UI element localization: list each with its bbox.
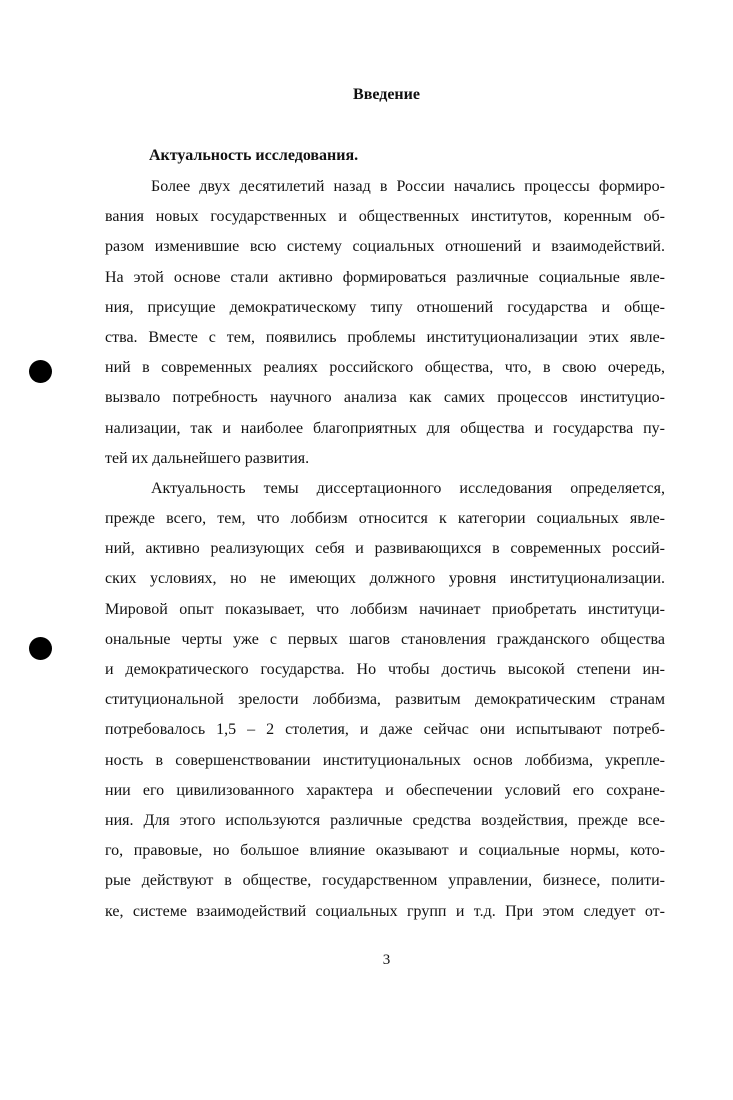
page-title: Введение: [353, 86, 420, 103]
text-line: ке, системе взаимодействий социальных групп и т.д. При этом следует от-: [105, 902, 665, 920]
text-line: рые действуют в обществе, государственном управлении, бизнесе, полити-: [105, 872, 665, 890]
text-line: ний, активно реализующих себя и развивающихся в современных россий-: [105, 540, 665, 558]
text-line: нии его цивилизованного характера и обеспечении условий его сохране-: [105, 781, 665, 799]
text-line: прежде всего, тем, что лоббизм относится к категории социальных явле-: [105, 510, 665, 528]
punch-hole-bottom: [29, 637, 52, 660]
text-line: нализации, так и наиболее благоприятных для общества и государства пу-: [105, 419, 665, 437]
text-line: ональные черты уже с первых шагов становления гражданского общества: [105, 630, 665, 648]
text-line: и демократического государства. Но чтобы достичь высокой степени ин-: [105, 661, 665, 678]
text-line: ституциональной зрелости лоббизма, развитым демократическим странам: [105, 691, 665, 709]
punch-hole-top: [29, 360, 52, 383]
text-line: На этой основе стали активно формироваться различные социальные явле-: [105, 268, 665, 286]
text-line: Мировой опыт показывает, что лоббизм начинает приобретать институци-: [105, 600, 665, 618]
text-line: потребовалось 1,5 – 2 столетия, и даже сейчас они испытывают потреб-: [105, 721, 665, 739]
text-line: ния. Для этого используются различные средства воздействия, прежде все-: [105, 811, 665, 829]
text-line: ность в совершенствовании институциональных основ лоббизма, укрепле-: [105, 751, 665, 769]
text-line: ния, присущие демократическому типу отношений государства и обще-: [105, 298, 665, 316]
text-line: разом изменившие всю систему социальных отношений и взаимодействий.: [105, 238, 665, 256]
text-line: Более двух десятилетий назад в России начались процессы формиро-: [151, 178, 665, 195]
text-line: го, правовые, но большое влияние оказывают и социальные нормы, кото-: [105, 842, 665, 860]
body-text: [105, 172, 665, 927]
section-heading: Актуальность исследования.: [149, 147, 359, 164]
text-line: вызвало потребность научного анализа как самих процессов институцио-: [105, 389, 665, 407]
page-number: 3: [382, 952, 391, 968]
text-line: тей их дальнейшего развития.: [105, 449, 310, 467]
text-line: вания новых государственных и общественных институтов, коренным об-: [105, 208, 665, 226]
text-line: Актуальность темы диссертационного исследования определяется,: [151, 479, 665, 497]
text-line: ских условиях, но не имеющих должного уровня институционализации.: [105, 570, 665, 588]
text-line: ства. Вместе с тем, появились проблемы институционализации этих явле-: [105, 328, 665, 346]
text-line: ний в современных реалиях российского общества, что, в свою очередь,: [105, 359, 665, 377]
